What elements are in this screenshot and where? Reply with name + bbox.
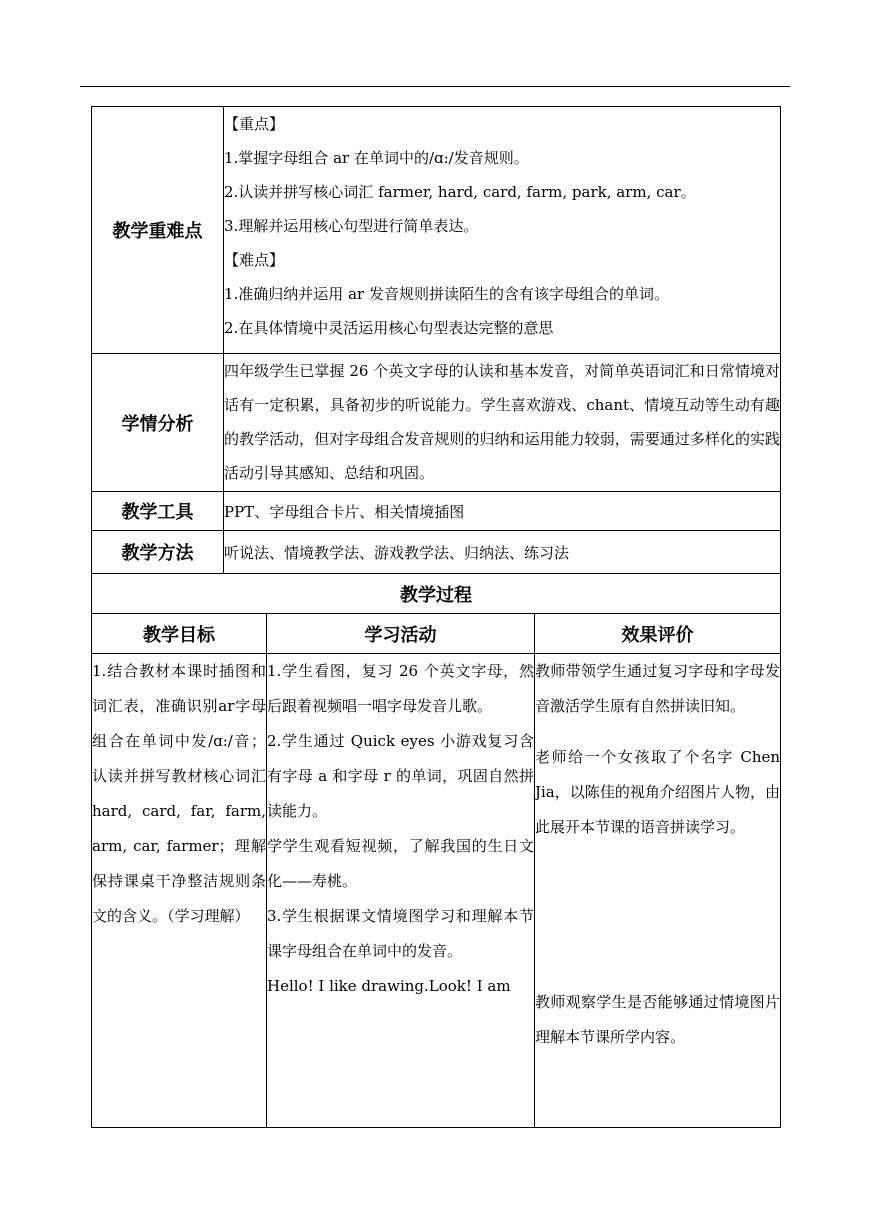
lesson-plan-table [91,106,781,1128]
methods-content: 听说法、情境教学法、游戏教学法、归纳法、练习法 [224,531,781,574]
process-title-row [92,574,781,614]
goal-content [92,654,267,1128]
key-points-line: 1.掌握字母组合 ar 在单词中的/ɑ:/发音规则。 [224,149,529,167]
evaluation-header: 效果评价 [535,614,781,654]
methods-row [92,531,781,574]
activity-item: 1.学生看图，复习 26 个英文字母，然后跟着视频唱一唱字母发音儿歌。 [267,662,534,715]
tools-content: PPT、字母组合卡片、相关情境插图 [224,492,781,531]
evaluation-content [535,654,781,1128]
activity-item: 3.学生根据课文情境图学习和理解本节课字母组合在单词中的发音。 [267,907,534,960]
process-title: 教学过程 [92,574,781,614]
analysis-content: 四年级学生已掌握 26 个英文字母的认读和基本发音，对简单英语词汇和日常情境对话有一定积累，具备初步的听说能力。学生喜欢游戏、chant、情境互动等生动有趣的教学活动，但对字母组合发音规则的归纳和运用能力较弱，需要通过多样化的实践活动引导其感知、总结和巩固。 [224,354,781,492]
key-points-label: 教学重难点 [92,107,224,354]
analysis-row [92,354,781,492]
header-rule [80,86,790,87]
methods-label: 教学方法 [92,531,224,574]
activity-header: 学习活动 [267,614,535,654]
activity-item: 2.学生通过 Quick eyes 小游戏复习含有字母 a 和字母 r 的单词，巩固自然拼读能力。 [267,732,534,820]
key-points-line: 2.在具体情境中灵活运用核心句型表达完整的意思 [224,319,554,337]
key-points-content [224,107,781,354]
activity-content [267,654,535,1128]
key-points-line: 3.理解并运用核心句型进行简单表达。 [224,217,479,235]
key-points-row [92,107,781,354]
evaluation-item: 教师观察学生是否能够通过情境图片理解本节课所学内容。 [535,993,781,1046]
process-header-row [92,614,781,654]
analysis-label: 学情分析 [92,354,224,492]
key-points-line: 【重点】 [224,115,285,133]
key-points-line: 2.认读并拼写核心词汇 farmer, hard, card, farm, park, arm, car。 [224,183,696,201]
process-body-row [92,654,781,1128]
key-points-line: 【难点】 [224,251,285,269]
tools-row [92,492,781,531]
evaluation-item: 教师带领学生通过复习字母和字母发音激活学生原有自然拼读旧知。 [535,662,781,715]
activity-item: Hello! I like drawing.Look! I am [267,977,511,995]
goal-text: 1.结合教材本课时插图和词汇表，准确识别ar字母组合在单词中发/ɑ:/音；认读并拼写教材核心词汇 hard, card, far, farm, arm, car, farmer；理解保持课桌干净整洁规则条文的含义。（学习理解） [92,662,266,925]
evaluation-item: 老师给一个女孩取了个名字 Chen Jia，以陈佳的视角介绍图片人物，由此展开本节课的语音拼读学习。 [535,748,781,836]
key-points-line: 1.准确归纳并运用 ar 发音规则拼读陌生的含有该字母组合的单词。 [224,285,669,303]
goal-header: 教学目标 [92,614,267,654]
tools-label: 教学工具 [92,492,224,531]
activity-item: 学学生观看短视频，了解我国的生日文化——寿桃。 [267,837,534,890]
